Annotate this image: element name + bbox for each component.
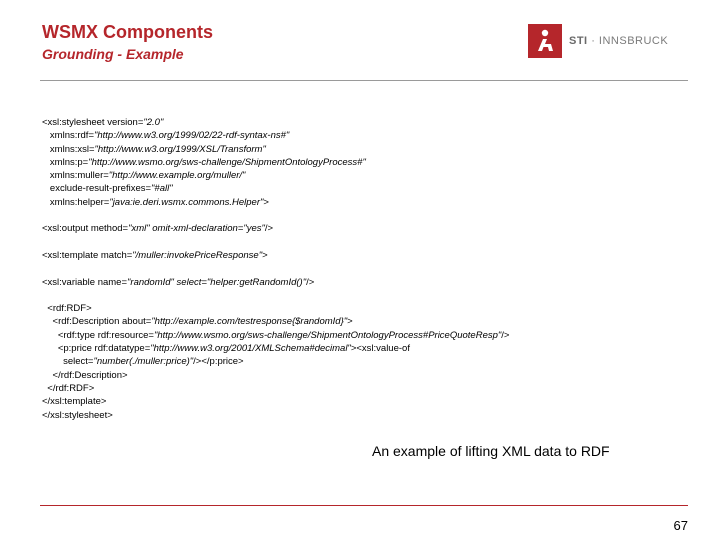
code-line bbox=[42, 276, 509, 289]
code-line-val: "http://www.w3.org/1999/02/22-rdf-syntax-ns#" bbox=[94, 130, 290, 142]
code-line-val: "http://www.wsmo.org/sws-challenge/ShipmentOntologyProcess#PriceQuoteResp" bbox=[153, 329, 502, 341]
code-line-pre: <rdf:type rdf:resource= bbox=[42, 329, 154, 341]
code-line bbox=[42, 382, 509, 395]
code-line bbox=[42, 169, 509, 182]
code-line bbox=[42, 209, 509, 222]
slide-title: WSMX Components bbox=[42, 22, 213, 42]
code-line-val: "randomId" select="helper:getRandomId()" bbox=[127, 276, 307, 288]
sti-logo-mark-icon bbox=[528, 24, 562, 58]
code-line-val: "http://example.com/testresponse{$randomId}" bbox=[151, 316, 348, 328]
logo-separator: · bbox=[591, 35, 596, 47]
code-line-post: /> bbox=[501, 329, 510, 341]
code-line bbox=[42, 409, 509, 422]
code-line bbox=[42, 236, 509, 249]
slide-caption: An example of lifting XML data to RDF bbox=[372, 443, 610, 459]
header-divider bbox=[40, 80, 688, 81]
code-line bbox=[42, 196, 509, 209]
code-line-val: "java:ie.deri.wsmx.commons.Helper" bbox=[109, 196, 264, 208]
logo-location: INNSBRUCK bbox=[598, 35, 669, 47]
code-line-pre: <p:price rdf:datatype= bbox=[42, 343, 151, 355]
code-line-post: > bbox=[262, 249, 268, 261]
code-line-pre: <xsl:variable name= bbox=[42, 276, 128, 288]
code-line bbox=[42, 342, 509, 355]
code-line-val: "number(./muller:price)" bbox=[93, 356, 194, 368]
code-line-pre: xmlns:rdf= bbox=[42, 130, 94, 142]
code-line bbox=[42, 143, 509, 156]
sti-innsbruck-logo bbox=[528, 24, 668, 58]
code-line bbox=[42, 129, 509, 142]
code-line-pre: xmlns:muller= bbox=[42, 170, 109, 182]
code-line-pre: </rdf:Description> bbox=[42, 369, 128, 381]
code-line-pre: xmlns:helper= bbox=[42, 196, 110, 208]
code-line-val: "2.0" bbox=[143, 117, 164, 128]
code-line bbox=[42, 302, 509, 315]
code-line-pre: </xsl:template> bbox=[42, 396, 107, 408]
code-line-post: ><xsl:value-of bbox=[350, 343, 410, 355]
code-line-post: > bbox=[263, 196, 269, 208]
code-line bbox=[42, 329, 509, 342]
slide-subtitle: Grounding - Example bbox=[42, 46, 184, 62]
code-line bbox=[42, 355, 509, 368]
code-line-pre: <rdf:RDF> bbox=[42, 303, 92, 315]
code-line bbox=[42, 249, 509, 262]
code-line-pre: </xsl:stylesheet> bbox=[42, 409, 113, 421]
page-number: 67 bbox=[673, 518, 688, 533]
code-line-pre: <xsl:template match= bbox=[42, 249, 133, 261]
code-line bbox=[42, 182, 509, 195]
code-line-pre: xmlns:p= bbox=[42, 156, 89, 168]
code-line bbox=[42, 395, 509, 408]
footer-divider bbox=[40, 505, 688, 506]
code-line-pre: exclude-result-prefixes= bbox=[42, 183, 152, 195]
code-line-post: /></p:price> bbox=[193, 356, 244, 368]
code-line-val: "http://www.w3.org/2001/XMLSchema#decimal" bbox=[150, 343, 351, 355]
code-line bbox=[42, 222, 509, 235]
code-line-pre: <xsl:stylesheet version= bbox=[42, 117, 144, 128]
code-line bbox=[42, 289, 509, 302]
code-line-post: /> bbox=[264, 223, 274, 235]
xslt-code-block bbox=[42, 116, 509, 422]
code-line-pre: </rdf:RDF> bbox=[42, 382, 95, 394]
code-line-val: "http://www.example.org/muller/" bbox=[108, 170, 246, 182]
code-line-pre: select= bbox=[42, 356, 94, 368]
code-line-post: /> bbox=[306, 276, 315, 288]
code-line-pre: <xsl:output method= bbox=[42, 223, 129, 235]
code-line-pre: xmlns:xsl= bbox=[42, 143, 95, 155]
code-line-pre: <rdf:Description about= bbox=[42, 316, 152, 328]
code-line-val: "#all" bbox=[151, 183, 173, 195]
logo-wordmark bbox=[569, 35, 668, 47]
logo-brand: STI bbox=[569, 35, 588, 47]
code-line bbox=[42, 315, 509, 328]
code-line-val: "http://www.wsmo.org/sws-challenge/ShipmentOntologyProcess#" bbox=[88, 156, 366, 168]
code-line bbox=[42, 156, 509, 169]
code-line-val: "/muller:invokePriceResponse" bbox=[132, 249, 263, 261]
code-line bbox=[42, 116, 509, 129]
code-line-val: "http://www.w3.org/1999/XSL/Transform" bbox=[94, 143, 266, 155]
code-line bbox=[42, 262, 509, 275]
code-line bbox=[42, 369, 509, 382]
code-line-val: "xml" omit-xml-declaration="yes" bbox=[128, 223, 265, 235]
code-line-post: > bbox=[347, 316, 353, 328]
